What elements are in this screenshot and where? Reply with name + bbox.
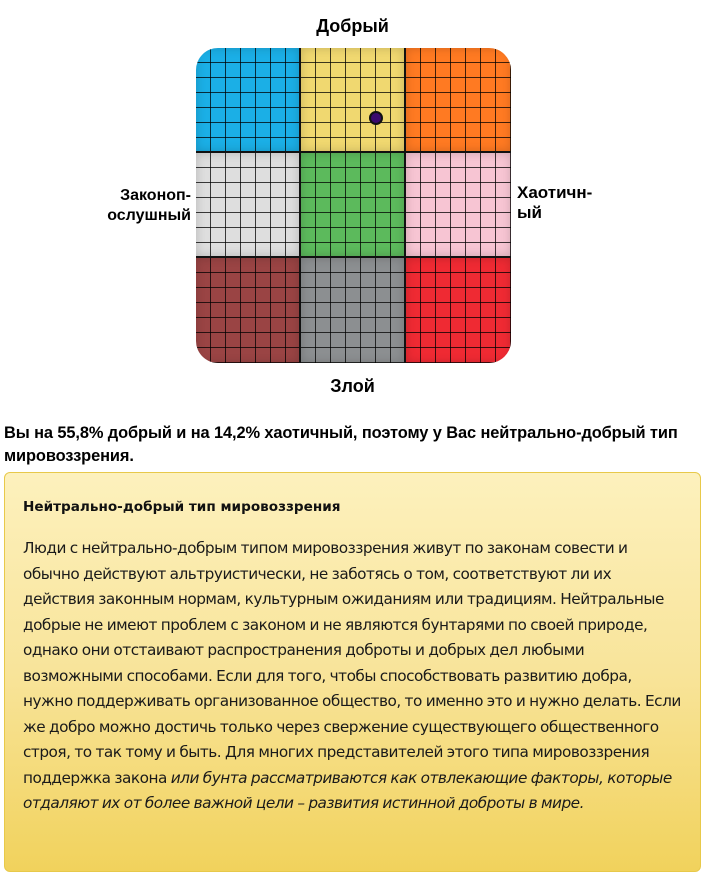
- description-body-plain: Люди с нейтрально-добрым типом мировоззрения живут по законам совести и обычно действуют альтруистически, не заботясь о том, соответствуют ли их действия законным нормам, культурным ожиданиям или традициям. Нейтральные добрые не имеют проблем с законом и не являются бунтарями по своей природе, однако они отстаивают распространения доброты и добрых дел любыми возможными способами. Если для того, чтобы способствовать развитию добра, нужно поддерживать организованное общество, то именно это и нужно делать. Если же добро можно достичь только через свержение существующего общественного строя, то так тому и быть. Для многих представителей этого типа мировоззрения поддержка закона: [23, 539, 681, 787]
- description-body-italic: или бунта рассматриваются как отвлекающие факторы, которые отдаляют их от более важной цели – развития истинной доброты в мире.: [23, 768, 672, 812]
- axis-label-evil: Злой: [330, 376, 375, 396]
- grid-block-chaotic-neutral: [406, 153, 511, 258]
- axis-label-chaotic-line1: Хаотичн-: [517, 183, 593, 202]
- grid-block-chaotic-good: [406, 48, 511, 153]
- axis-label-lawful: [71, 186, 191, 226]
- description-title: Нейтрально-добрый тип мировоззрения: [23, 499, 341, 515]
- grid-block-neutral-good: [301, 48, 406, 153]
- grid-block-true-neutral: [301, 153, 406, 258]
- grid-block-neutral-evil: [301, 258, 406, 363]
- grid-block-lawful-evil: [196, 258, 301, 363]
- grid-block-lawful-good: [196, 48, 301, 153]
- description-body: [23, 536, 682, 817]
- axis-label-good: Добрый: [316, 16, 389, 36]
- grid-block-lawful-neutral: [196, 153, 301, 258]
- axis-label-lawful-line2: ослушный: [107, 207, 191, 224]
- axis-label-chaotic-line2: ый: [517, 203, 542, 222]
- axis-label-chaotic: [517, 183, 627, 223]
- description-box: [4, 472, 701, 872]
- grid-block-chaotic-evil: [406, 258, 511, 363]
- alignment-marker: [369, 111, 383, 125]
- result-summary: Вы на 55,8% добрый и на 14,2% хаотичный, поэтому у Вас нейтрально-добрый тип мировоззрения.: [4, 424, 678, 465]
- alignment-grid: [196, 48, 511, 363]
- axis-label-lawful-line1: Законоп-: [120, 187, 191, 204]
